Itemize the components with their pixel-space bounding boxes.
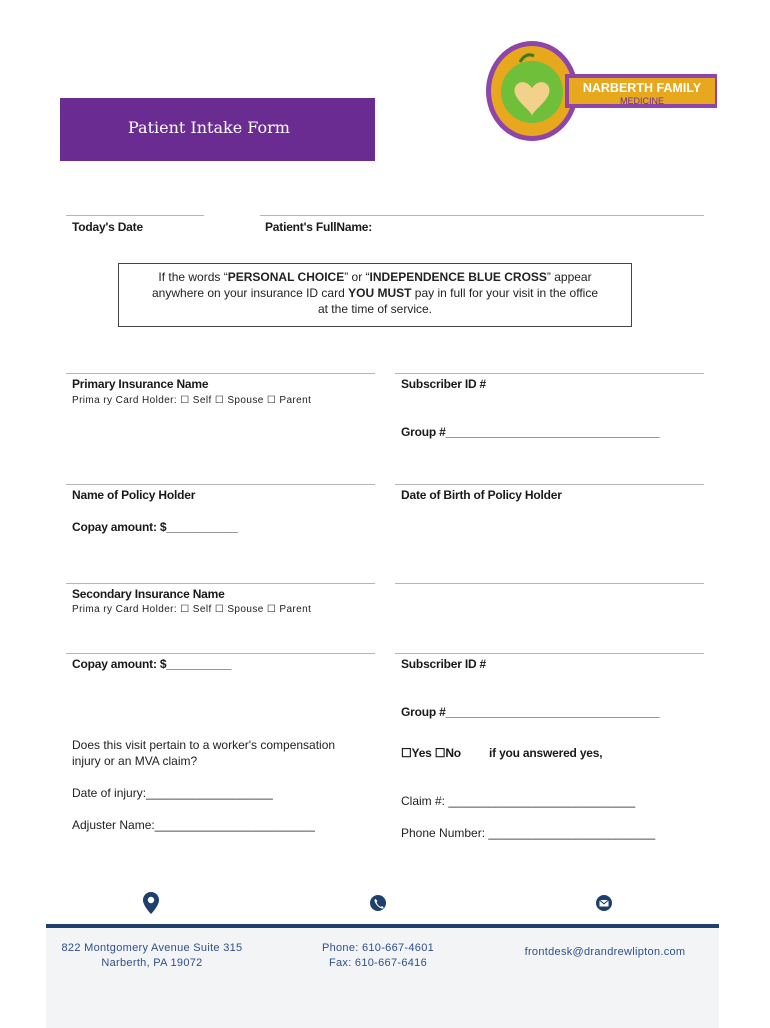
footer-fax: Fax: 610-667-6416 (328, 957, 428, 969)
notice-line-2: anywhere on your insurance ID card YOU MUST pay in full for your visit in the office (152, 286, 598, 300)
page-title: Patient Intake Form (128, 118, 290, 137)
secondary-group-field[interactable]: Group #_________________________________ (401, 705, 660, 719)
primary-subscriber-line[interactable] (395, 373, 704, 374)
footer-address-line2: Narberth, PA 19072 (101, 957, 203, 969)
primary-insurance-line[interactable] (66, 373, 375, 374)
email-icon (595, 894, 613, 912)
secondary-subscriber-line[interactable] (395, 653, 704, 654)
phone-icon (369, 894, 387, 912)
dob-policy-holder-line[interactable] (395, 484, 704, 485)
footer-address-line1: 822 Montgomery Avenue Suite 315 (61, 942, 243, 954)
if-answered-yes-label: if you answered yes, (489, 746, 603, 760)
logo-text-line1: NARBERTH FAMILY (582, 81, 702, 95)
patient-name-label: Patient's FullName: (265, 220, 373, 234)
workers-comp-question-line2: injury or an MVA claim? (72, 754, 198, 768)
notice-line-1: If the words “PERSONAL CHOICE” or “INDEPENDENCE BLUE CROSS” appear (158, 270, 592, 284)
payment-notice-box (118, 263, 632, 327)
secondary-card-holder-options[interactable]: Prima ry Card Holder: ☐ Self ☐ Spouse ☐ Parent (72, 604, 312, 615)
adjuster-name-field[interactable]: Adjuster Name:________________________ (72, 818, 315, 832)
secondary-insurance-line[interactable] (66, 583, 375, 584)
secondary-copay-field[interactable]: Copay amount: $__________ (72, 657, 232, 671)
adjuster-phone-field[interactable]: Phone Number: _________________________ (401, 826, 656, 840)
secondary-right-line (395, 583, 704, 584)
footer-email-link[interactable]: frontdesk@drandrewlipton.com (524, 946, 686, 958)
primary-copay-field[interactable]: Copay amount: $___________ (72, 520, 238, 534)
logo-text-line2: MEDICINE (619, 96, 665, 106)
primary-subscriber-label: Subscriber ID # (401, 377, 487, 391)
todays-date-label: Today's Date (72, 220, 143, 234)
primary-card-holder-options[interactable]: Prima ry Card Holder: ☐ Self ☐ Spouse ☐ Parent (72, 395, 312, 406)
footer-phone-fax (268, 941, 488, 971)
secondary-copay-line[interactable] (66, 653, 375, 654)
todays-date-line[interactable] (66, 215, 204, 216)
workers-comp-yes-no[interactable]: ☐Yes ☐No (401, 746, 461, 760)
primary-insurance-label: Primary Insurance Name (72, 377, 209, 391)
secondary-subscriber-label: Subscriber ID # (401, 657, 487, 671)
primary-group-field[interactable]: Group #_________________________________ (401, 425, 660, 439)
footer-bar (46, 924, 719, 1028)
secondary-insurance-label: Secondary Insurance Name (72, 587, 225, 601)
claim-number-field[interactable]: Claim #: ____________________________ (401, 794, 636, 808)
patient-name-line[interactable] (260, 215, 704, 216)
footer-address (46, 941, 258, 971)
date-of-injury-field[interactable]: Date of injury:___________________ (72, 786, 273, 800)
practice-logo (470, 38, 720, 143)
location-pin-icon (142, 891, 160, 915)
policy-holder-label: Name of Policy Holder (72, 488, 196, 502)
workers-comp-question-line1: Does this visit pertain to a worker's compensation (72, 738, 336, 752)
notice-line-3: at the time of service. (317, 302, 433, 316)
policy-holder-line[interactable] (66, 484, 375, 485)
footer-phone: Phone: 610-667-4601 (321, 942, 435, 954)
dob-policy-holder-label: Date of Birth of Policy Holder (401, 488, 562, 502)
